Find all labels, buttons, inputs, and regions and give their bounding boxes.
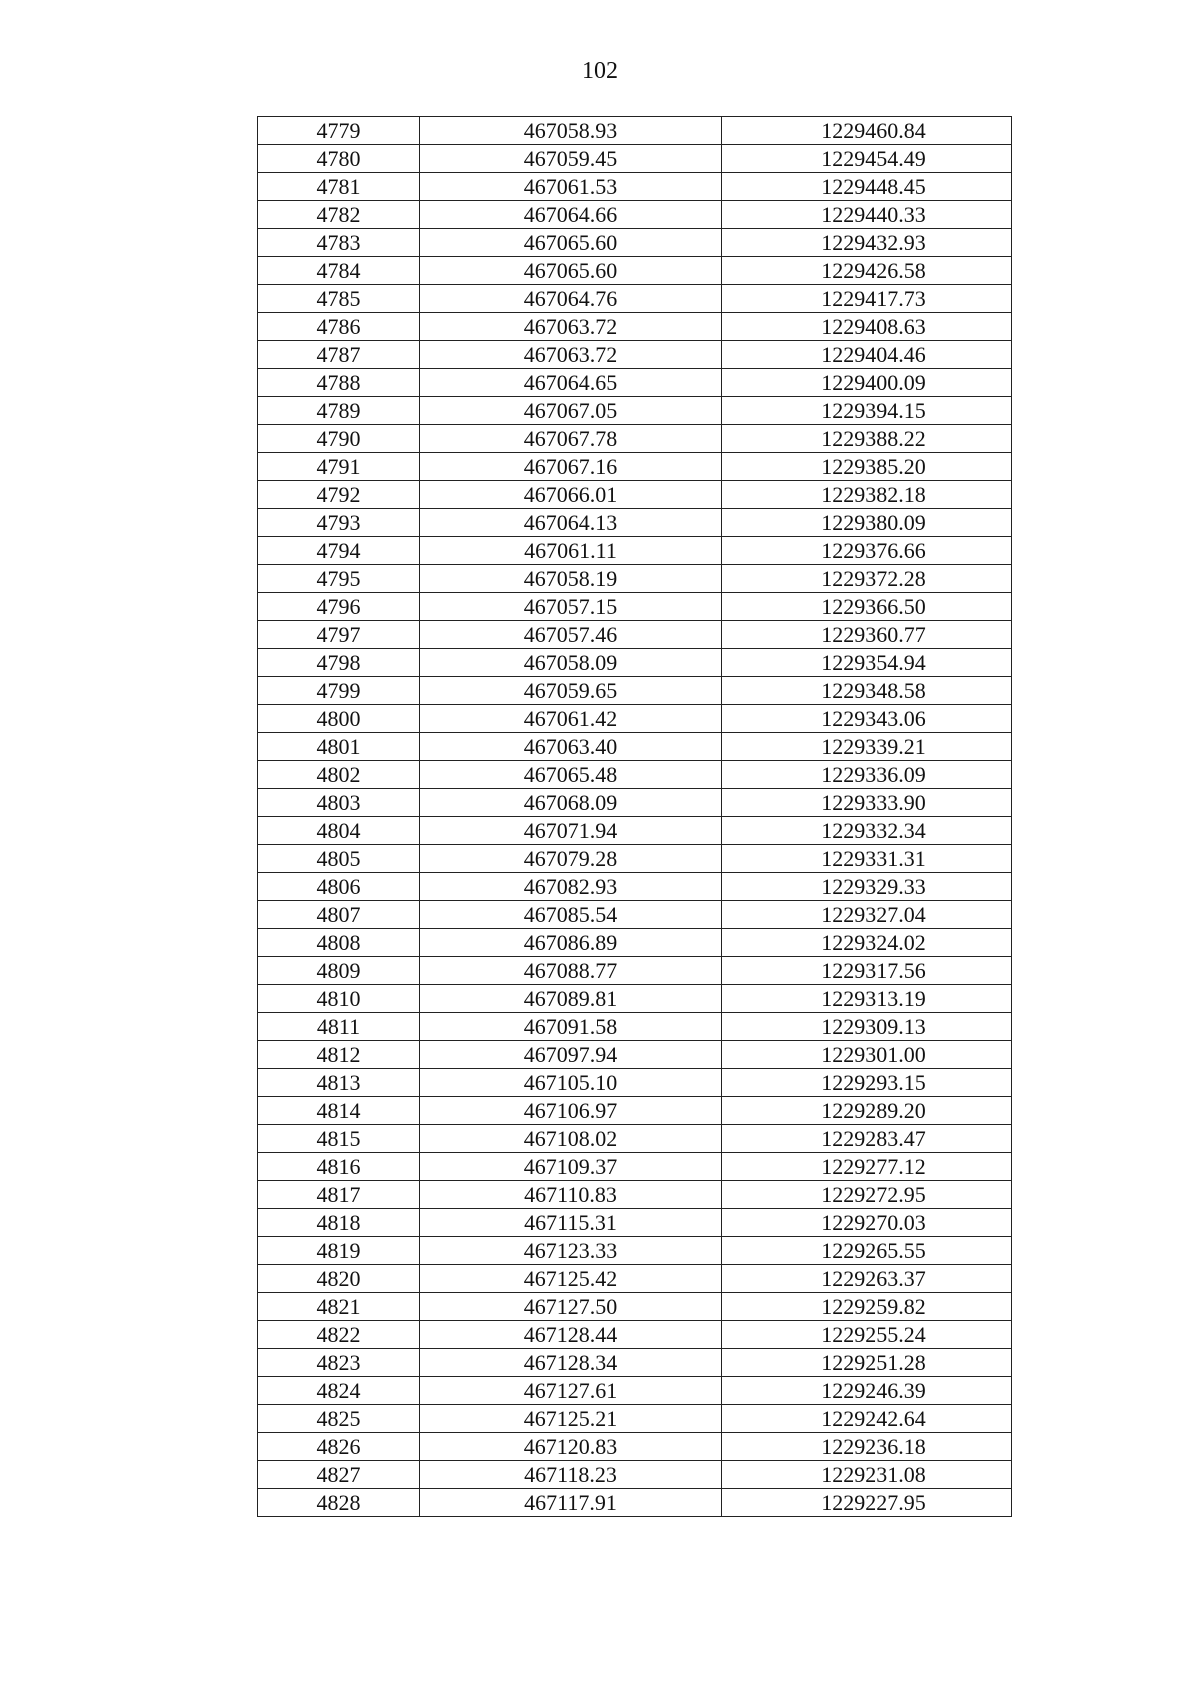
coordinate-y-cell: 1229272.95 [722, 1181, 1012, 1209]
table-row [258, 761, 1012, 789]
point-number-cell: 4823 [258, 1349, 420, 1377]
point-number-cell: 4780 [258, 145, 420, 173]
coordinate-x-cell: 467065.60 [420, 257, 722, 285]
table-row [258, 957, 1012, 985]
coordinate-y-cell: 1229242.64 [722, 1405, 1012, 1433]
table-row [258, 369, 1012, 397]
table-row [258, 649, 1012, 677]
table-row [258, 1321, 1012, 1349]
point-number-cell: 4791 [258, 453, 420, 481]
coordinate-x-cell: 467065.60 [420, 229, 722, 257]
coordinate-x-cell: 467067.78 [420, 425, 722, 453]
coordinate-y-cell: 1229236.18 [722, 1433, 1012, 1461]
table-row [258, 117, 1012, 145]
table-row [258, 1153, 1012, 1181]
table-row [258, 229, 1012, 257]
table-row [258, 1293, 1012, 1321]
table-row [258, 901, 1012, 929]
coordinate-x-cell: 467061.53 [420, 173, 722, 201]
coordinate-y-cell: 1229246.39 [722, 1377, 1012, 1405]
table-row [258, 1041, 1012, 1069]
coordinate-x-cell: 467089.81 [420, 985, 722, 1013]
table-row [258, 1181, 1012, 1209]
coordinate-x-cell: 467108.02 [420, 1125, 722, 1153]
coordinate-y-cell: 1229417.73 [722, 285, 1012, 313]
coordinate-y-cell: 1229231.08 [722, 1461, 1012, 1489]
table-row [258, 789, 1012, 817]
point-number-cell: 4781 [258, 173, 420, 201]
coordinate-y-cell: 1229380.09 [722, 509, 1012, 537]
point-number-cell: 4779 [258, 117, 420, 145]
table-row [258, 733, 1012, 761]
coordinate-y-cell: 1229432.93 [722, 229, 1012, 257]
coordinate-y-cell: 1229313.19 [722, 985, 1012, 1013]
point-number-cell: 4800 [258, 705, 420, 733]
coordinate-y-cell: 1229354.94 [722, 649, 1012, 677]
point-number-cell: 4822 [258, 1321, 420, 1349]
page-number: 102 [582, 58, 618, 84]
coordinate-x-cell: 467068.09 [420, 789, 722, 817]
table-row [258, 481, 1012, 509]
coordinate-y-cell: 1229265.55 [722, 1237, 1012, 1265]
coordinate-x-cell: 467097.94 [420, 1041, 722, 1069]
coordinate-y-cell: 1229324.02 [722, 929, 1012, 957]
table-row [258, 1461, 1012, 1489]
coordinate-x-cell: 467063.72 [420, 341, 722, 369]
point-number-cell: 4794 [258, 537, 420, 565]
coordinate-x-cell: 467057.15 [420, 593, 722, 621]
point-number-cell: 4797 [258, 621, 420, 649]
point-number-cell: 4819 [258, 1237, 420, 1265]
coordinate-x-cell: 467110.83 [420, 1181, 722, 1209]
coordinate-x-cell: 467125.21 [420, 1405, 722, 1433]
coordinate-x-cell: 467118.23 [420, 1461, 722, 1489]
coordinate-y-cell: 1229283.47 [722, 1125, 1012, 1153]
point-number-cell: 4821 [258, 1293, 420, 1321]
table-row [258, 873, 1012, 901]
coordinate-x-cell: 467085.54 [420, 901, 722, 929]
coordinate-y-cell: 1229289.20 [722, 1097, 1012, 1125]
table-row [258, 397, 1012, 425]
point-number-cell: 4818 [258, 1209, 420, 1237]
point-number-cell: 4817 [258, 1181, 420, 1209]
coordinate-y-cell: 1229440.33 [722, 201, 1012, 229]
point-number-cell: 4813 [258, 1069, 420, 1097]
point-number-cell: 4788 [258, 369, 420, 397]
coordinate-y-cell: 1229277.12 [722, 1153, 1012, 1181]
coordinate-x-cell: 467064.13 [420, 509, 722, 537]
coordinate-x-cell: 467128.34 [420, 1349, 722, 1377]
coordinate-x-cell: 467106.97 [420, 1097, 722, 1125]
table-row [258, 593, 1012, 621]
coordinate-y-cell: 1229255.24 [722, 1321, 1012, 1349]
point-number-cell: 4784 [258, 257, 420, 285]
coordinate-x-cell: 467127.50 [420, 1293, 722, 1321]
coordinate-x-cell: 467115.31 [420, 1209, 722, 1237]
table-row [258, 1489, 1012, 1517]
table-row [258, 425, 1012, 453]
table-row [258, 1377, 1012, 1405]
table-row [258, 1013, 1012, 1041]
table-row [258, 509, 1012, 537]
coordinate-y-cell: 1229329.33 [722, 873, 1012, 901]
coordinate-y-cell: 1229309.13 [722, 1013, 1012, 1041]
coordinate-x-cell: 467064.66 [420, 201, 722, 229]
coordinate-y-cell: 1229259.82 [722, 1293, 1012, 1321]
table-row [258, 537, 1012, 565]
coordinate-x-cell: 467061.42 [420, 705, 722, 733]
coordinate-y-cell: 1229336.09 [722, 761, 1012, 789]
table-row [258, 1125, 1012, 1153]
coordinate-x-cell: 467117.91 [420, 1489, 722, 1517]
coordinate-y-cell: 1229343.06 [722, 705, 1012, 733]
coordinate-x-cell: 467058.93 [420, 117, 722, 145]
coordinate-y-cell: 1229382.18 [722, 481, 1012, 509]
point-number-cell: 4820 [258, 1265, 420, 1293]
point-number-cell: 4787 [258, 341, 420, 369]
point-number-cell: 4801 [258, 733, 420, 761]
coordinate-y-cell: 1229388.22 [722, 425, 1012, 453]
coordinates-table [257, 116, 1012, 1517]
table-row [258, 817, 1012, 845]
table-row [258, 985, 1012, 1013]
coordinate-x-cell: 467059.65 [420, 677, 722, 705]
table-row [258, 1433, 1012, 1461]
point-number-cell: 4804 [258, 817, 420, 845]
coordinate-x-cell: 467065.48 [420, 761, 722, 789]
point-number-cell: 4826 [258, 1433, 420, 1461]
point-number-cell: 4799 [258, 677, 420, 705]
point-number-cell: 4783 [258, 229, 420, 257]
point-number-cell: 4824 [258, 1377, 420, 1405]
coordinate-y-cell: 1229270.03 [722, 1209, 1012, 1237]
table-row [258, 1069, 1012, 1097]
coordinate-x-cell: 467064.65 [420, 369, 722, 397]
point-number-cell: 4795 [258, 565, 420, 593]
coordinate-x-cell: 467061.11 [420, 537, 722, 565]
coordinate-x-cell: 467125.42 [420, 1265, 722, 1293]
point-number-cell: 4798 [258, 649, 420, 677]
table-row [258, 453, 1012, 481]
point-number-cell: 4796 [258, 593, 420, 621]
point-number-cell: 4792 [258, 481, 420, 509]
point-number-cell: 4811 [258, 1013, 420, 1041]
table-row [258, 341, 1012, 369]
point-number-cell: 4789 [258, 397, 420, 425]
coordinate-y-cell: 1229301.00 [722, 1041, 1012, 1069]
coordinate-y-cell: 1229293.15 [722, 1069, 1012, 1097]
coordinate-x-cell: 467105.10 [420, 1069, 722, 1097]
coordinate-x-cell: 467058.19 [420, 565, 722, 593]
point-number-cell: 4807 [258, 901, 420, 929]
coordinate-y-cell: 1229251.28 [722, 1349, 1012, 1377]
point-number-cell: 4803 [258, 789, 420, 817]
table-row [258, 1405, 1012, 1433]
table-row [258, 621, 1012, 649]
table-row [258, 1349, 1012, 1377]
coordinate-x-cell: 467127.61 [420, 1377, 722, 1405]
table-row [258, 285, 1012, 313]
point-number-cell: 4786 [258, 313, 420, 341]
coordinate-y-cell: 1229327.04 [722, 901, 1012, 929]
table-row [258, 1097, 1012, 1125]
coordinates-table-body [258, 117, 1012, 1517]
coordinate-y-cell: 1229339.21 [722, 733, 1012, 761]
point-number-cell: 4809 [258, 957, 420, 985]
table-row [258, 257, 1012, 285]
coordinate-x-cell: 467066.01 [420, 481, 722, 509]
point-number-cell: 4825 [258, 1405, 420, 1433]
coordinate-x-cell: 467082.93 [420, 873, 722, 901]
coordinate-y-cell: 1229263.37 [722, 1265, 1012, 1293]
coordinate-y-cell: 1229408.63 [722, 313, 1012, 341]
point-number-cell: 4805 [258, 845, 420, 873]
point-number-cell: 4793 [258, 509, 420, 537]
coordinate-x-cell: 467086.89 [420, 929, 722, 957]
coordinate-x-cell: 467059.45 [420, 145, 722, 173]
coordinate-y-cell: 1229332.34 [722, 817, 1012, 845]
point-number-cell: 4808 [258, 929, 420, 957]
table-row [258, 565, 1012, 593]
coordinate-x-cell: 467057.46 [420, 621, 722, 649]
point-number-cell: 4827 [258, 1461, 420, 1489]
point-number-cell: 4814 [258, 1097, 420, 1125]
coordinate-y-cell: 1229376.66 [722, 537, 1012, 565]
table-row [258, 705, 1012, 733]
coordinate-y-cell: 1229331.31 [722, 845, 1012, 873]
coordinate-y-cell: 1229317.56 [722, 957, 1012, 985]
coordinate-x-cell: 467067.16 [420, 453, 722, 481]
point-number-cell: 4828 [258, 1489, 420, 1517]
coordinate-x-cell: 467109.37 [420, 1153, 722, 1181]
table-row [258, 1209, 1012, 1237]
coordinate-y-cell: 1229333.90 [722, 789, 1012, 817]
table-row [258, 145, 1012, 173]
coordinate-x-cell: 467071.94 [420, 817, 722, 845]
table-row [258, 677, 1012, 705]
point-number-cell: 4815 [258, 1125, 420, 1153]
table-row [258, 1265, 1012, 1293]
point-number-cell: 4802 [258, 761, 420, 789]
coordinate-y-cell: 1229366.50 [722, 593, 1012, 621]
coordinate-y-cell: 1229400.09 [722, 369, 1012, 397]
point-number-cell: 4790 [258, 425, 420, 453]
coordinate-y-cell: 1229404.46 [722, 341, 1012, 369]
table-row [258, 201, 1012, 229]
point-number-cell: 4816 [258, 1153, 420, 1181]
coordinate-x-cell: 467091.58 [420, 1013, 722, 1041]
coordinate-x-cell: 467128.44 [420, 1321, 722, 1349]
coordinate-x-cell: 467063.72 [420, 313, 722, 341]
coordinate-y-cell: 1229426.58 [722, 257, 1012, 285]
coordinate-x-cell: 467058.09 [420, 649, 722, 677]
point-number-cell: 4810 [258, 985, 420, 1013]
table-row [258, 929, 1012, 957]
point-number-cell: 4785 [258, 285, 420, 313]
coordinate-y-cell: 1229460.84 [722, 117, 1012, 145]
coordinate-x-cell: 467088.77 [420, 957, 722, 985]
coordinate-y-cell: 1229348.58 [722, 677, 1012, 705]
point-number-cell: 4812 [258, 1041, 420, 1069]
coordinate-y-cell: 1229372.28 [722, 565, 1012, 593]
coordinate-x-cell: 467123.33 [420, 1237, 722, 1265]
coordinate-y-cell: 1229385.20 [722, 453, 1012, 481]
coordinate-x-cell: 467079.28 [420, 845, 722, 873]
table-row [258, 1237, 1012, 1265]
coordinate-y-cell: 1229454.49 [722, 145, 1012, 173]
coordinate-x-cell: 467063.40 [420, 733, 722, 761]
point-number-cell: 4806 [258, 873, 420, 901]
coordinate-y-cell: 1229227.95 [722, 1489, 1012, 1517]
point-number-cell: 4782 [258, 201, 420, 229]
table-row [258, 845, 1012, 873]
coordinate-x-cell: 467067.05 [420, 397, 722, 425]
coordinate-x-cell: 467064.76 [420, 285, 722, 313]
table-row [258, 173, 1012, 201]
coordinate-y-cell: 1229394.15 [722, 397, 1012, 425]
coordinate-y-cell: 1229360.77 [722, 621, 1012, 649]
coordinate-y-cell: 1229448.45 [722, 173, 1012, 201]
table-row [258, 313, 1012, 341]
coordinate-x-cell: 467120.83 [420, 1433, 722, 1461]
